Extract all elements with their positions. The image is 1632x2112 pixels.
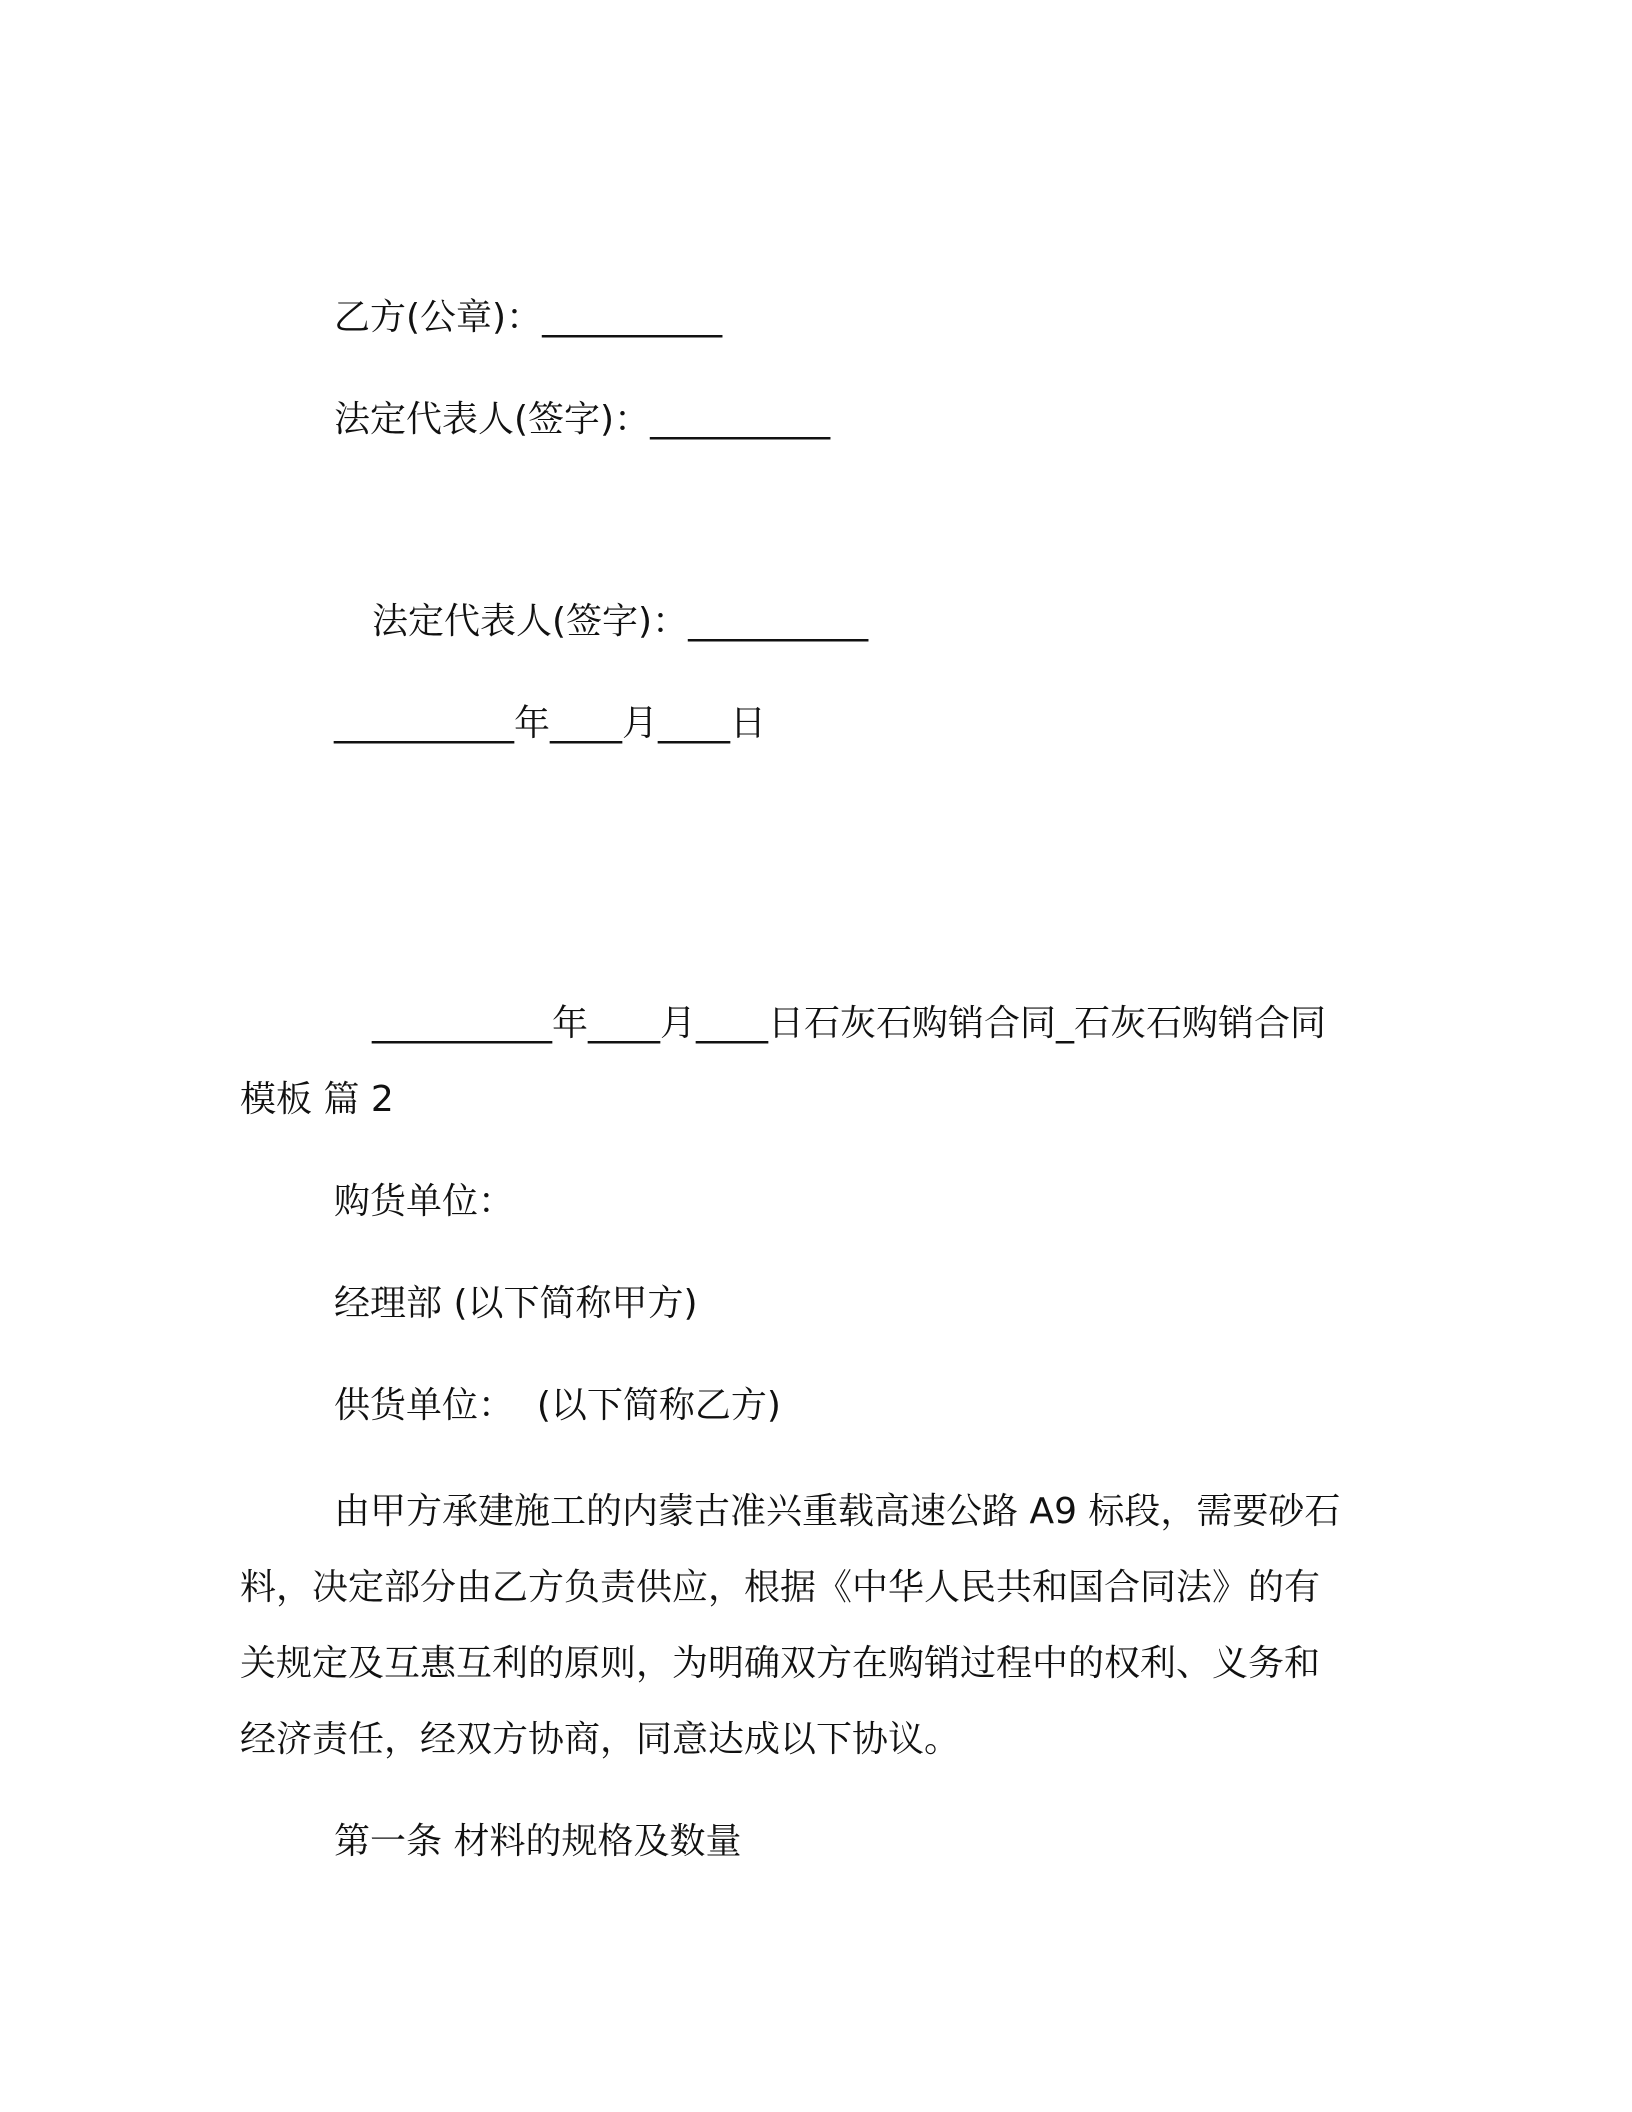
paragraph-line-1: 由甲方承建施工的内蒙古准兴重载高速公路 A9 标段，需要砂石: [334, 1491, 1341, 1532]
legal-rep-signature-line-1: 法定代表人(签字)：__________: [334, 399, 831, 440]
legal-rep-signature-line-2: 法定代表人(签字)：__________: [372, 601, 869, 642]
date-line-1: __________年____月____日: [334, 703, 766, 744]
paragraph-line-2: 料，决定部分由乙方负责供应，根据《中华人民共和国合同法》的有: [240, 1567, 1321, 1608]
party-b-seal-line: 乙方(公章)：__________: [334, 297, 723, 338]
paragraph-line-4: 经济责任，经双方协商，同意达成以下协议。: [240, 1719, 961, 1760]
supplier-line: 供货单位： (以下简称乙方): [334, 1385, 781, 1426]
buyer-line: 购货单位：: [334, 1181, 515, 1222]
dept-line: 经理部 (以下简称甲方): [334, 1283, 698, 1324]
article-1-heading: 第一条 材料的规格及数量: [334, 1821, 742, 1862]
section-title-line-2: 模板 篇 2: [240, 1079, 394, 1120]
paragraph-line-3: 关规定及互惠互利的原则，为明确双方在购销过程中的权利、义务和: [240, 1643, 1321, 1684]
section-title-line-1: __________年____月____日石灰石购销合同_石灰石购销合同: [372, 1003, 1327, 1044]
